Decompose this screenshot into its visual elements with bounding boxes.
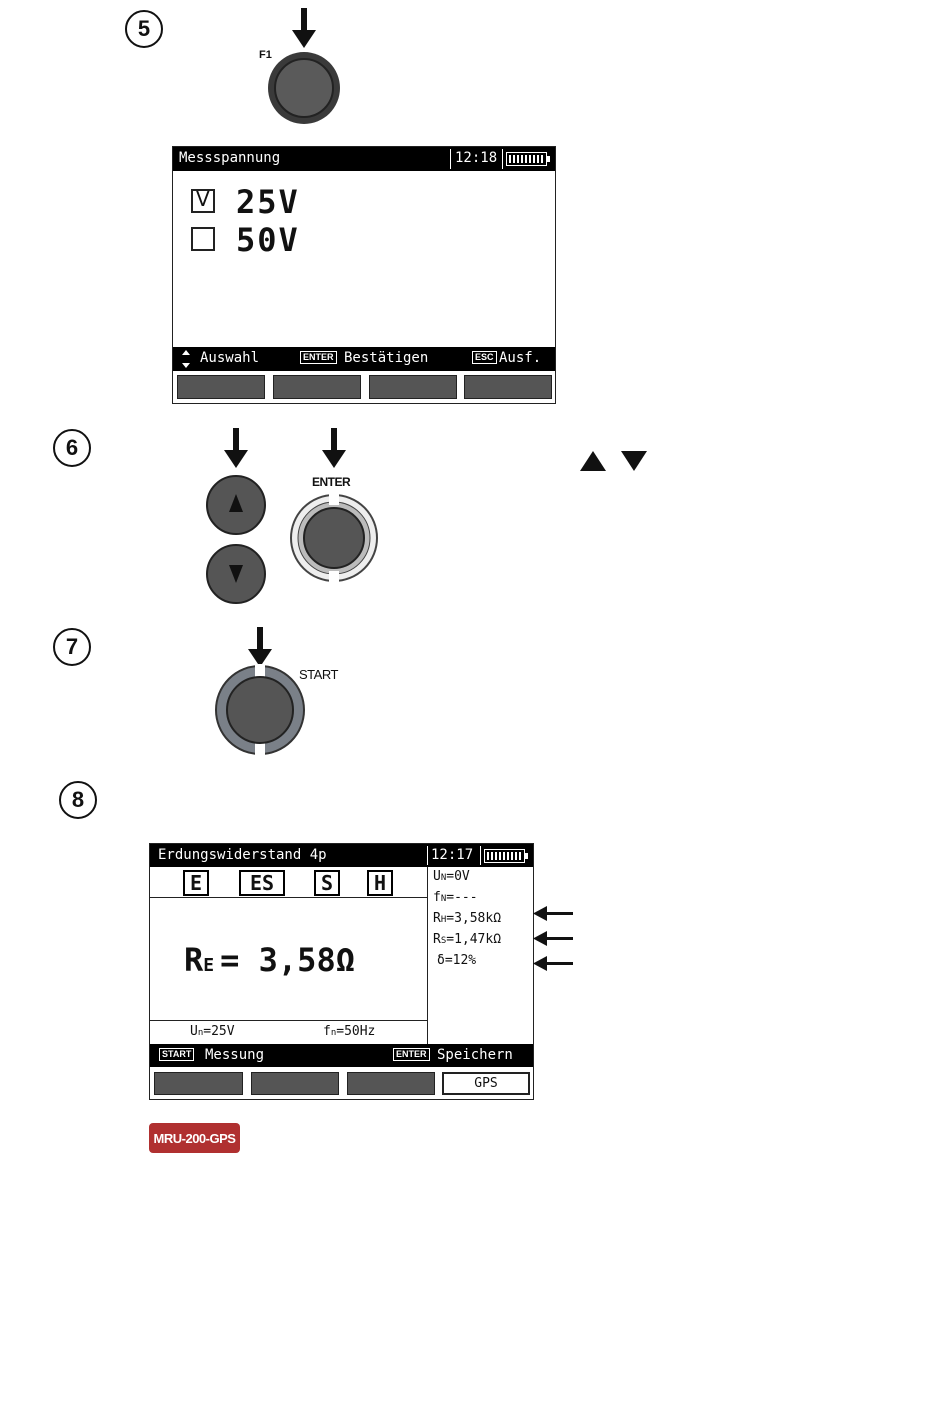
battery-icon <box>506 152 550 166</box>
battery-icon <box>484 849 528 863</box>
arrow-down-icon <box>320 428 348 470</box>
screen-earth-resistance <box>149 843 534 1100</box>
electrode-tabs <box>150 867 427 898</box>
start-button[interactable] <box>214 664 306 756</box>
enter-button[interactable] <box>289 493 379 583</box>
arrow-left-icon <box>533 906 575 922</box>
screen-header <box>173 147 555 171</box>
up-button[interactable] <box>205 474 267 536</box>
measurement-params <box>150 1020 427 1044</box>
fn-value: fn=50Hz <box>323 1024 376 1039</box>
softkey-row <box>173 371 555 403</box>
option-50v-label: 50V <box>236 221 300 259</box>
reading-fn: fN=--- <box>433 890 478 905</box>
triangle-up-icon <box>578 449 608 473</box>
esc-key-tag: ESC <box>472 351 497 364</box>
reading-delta: δ=12% <box>437 953 477 968</box>
screen-voltage-selection <box>172 146 556 404</box>
model-badge: MRU-200-GPS <box>149 1123 240 1153</box>
reading-rs: RS=1,47kΩ <box>433 932 502 947</box>
footer-save-label: Speichern <box>437 1047 513 1063</box>
arrow-down-icon <box>246 627 274 669</box>
footer-confirm-label: Bestätigen <box>344 350 429 366</box>
arrow-down-icon <box>290 8 318 50</box>
checkbox-50v[interactable] <box>191 227 215 251</box>
step-7-marker: 7 <box>53 628 91 666</box>
step-8-marker: 8 <box>59 781 97 819</box>
softkey-row <box>150 1067 533 1099</box>
clock: 12:18 <box>455 150 498 166</box>
screen-header <box>150 844 533 867</box>
reading-un: UN=0V <box>433 869 470 884</box>
main-panel <box>150 867 428 1044</box>
softkey-3[interactable] <box>347 1072 435 1095</box>
un-value: Un=25V <box>190 1024 235 1039</box>
softkey-2[interactable] <box>251 1072 339 1095</box>
readings-panel <box>429 867 533 1044</box>
footer-exit-label: Ausf. <box>499 350 542 366</box>
f1-button[interactable] <box>267 51 341 125</box>
check-mark: V <box>196 187 210 211</box>
start-key-tag: START <box>159 1048 194 1061</box>
option-25v-label: 25V <box>236 183 300 221</box>
screen-footer <box>173 347 555 371</box>
enter-label: ENTER <box>312 475 351 489</box>
step-6-marker: 6 <box>53 429 91 467</box>
up-down-arrows-icon <box>181 350 191 368</box>
tab-es[interactable]: ES <box>239 870 285 896</box>
enter-key-tag: ENTER <box>300 351 337 364</box>
arrow-left-icon <box>533 956 575 972</box>
step-5-marker: 5 <box>125 10 163 48</box>
result-value: RE = 3,58Ω <box>184 941 355 979</box>
start-label: START <box>299 667 338 682</box>
tab-s[interactable]: S <box>314 870 340 896</box>
tab-e[interactable]: E <box>183 870 209 896</box>
softkey-1[interactable] <box>177 375 265 399</box>
softkey-3[interactable] <box>369 375 457 399</box>
enter-key-tag: ENTER <box>393 1048 430 1061</box>
screen-footer <box>150 1044 533 1067</box>
clock: 12:17 <box>431 847 474 863</box>
triangle-down-icon <box>619 449 649 473</box>
softkey-gps[interactable]: GPS <box>442 1072 530 1095</box>
screen-title: Messspannung <box>179 150 281 166</box>
footer-select-label: Auswahl <box>200 350 260 366</box>
softkey-1[interactable] <box>154 1072 243 1095</box>
down-button[interactable] <box>205 543 267 605</box>
checkbox-25v[interactable] <box>191 189 215 213</box>
footer-measure-label: Messung <box>205 1047 265 1063</box>
arrow-left-icon <box>533 931 575 947</box>
f1-label: F1 <box>259 49 272 61</box>
tab-h[interactable]: H <box>367 870 393 896</box>
reading-rh: RH=3,58kΩ <box>433 911 502 926</box>
softkey-4[interactable] <box>464 375 552 399</box>
arrow-down-icon <box>222 428 250 470</box>
screen-title: Erdungswiderstand 4p <box>158 847 327 863</box>
softkey-2[interactable] <box>273 375 361 399</box>
